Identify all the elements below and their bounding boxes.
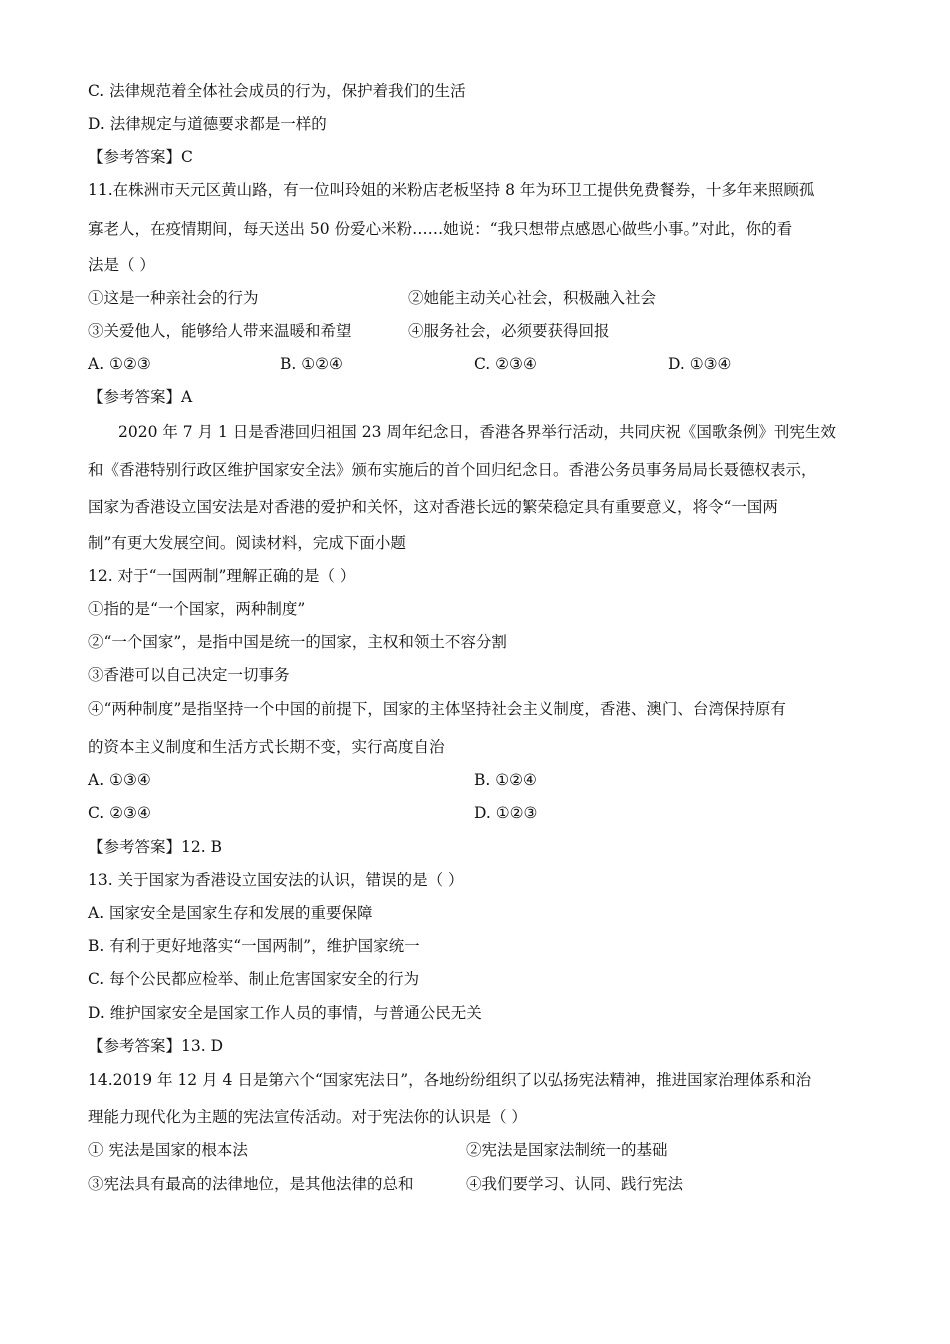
q11-stem-line-2: 寡老人，在疫情期间，每天送出 50 份爱心米粉……她说：“我只想带点感恩心做些小事。”对此，你的看 [88, 220, 793, 238]
q12-choice-b: B. ①②④ [474, 771, 537, 789]
q14-statement-2: ②宪法是国家法制统一的基础 [466, 1141, 668, 1159]
q13-stem: 13. 关于国家为香港设立国安法的认识，错误的是（ ） [88, 871, 464, 889]
q10-option-c: C. 法律规范着全体社会成员的行为，保护着我们的生活 [88, 82, 466, 100]
q11-choice-a: A. ①②③ [88, 355, 151, 373]
q13-option-d: D. 维护国家安全是国家工作人员的事情，与普通公民无关 [88, 1004, 482, 1022]
q12-statement-1: ①指的是“一个国家，两种制度” [88, 600, 306, 618]
q14-stem-line-1: 14.2019 年 12 月 4 日是第六个“国家宪法日”，各地纷纷组织了以弘扬宪法精神，推进国家治理体系和治 [88, 1071, 812, 1089]
q13-option-a: A. 国家安全是国家生存和发展的重要保障 [88, 904, 373, 922]
q11-choice-b: B. ①②④ [280, 355, 343, 373]
q11-choice-d: D. ①③④ [668, 355, 732, 373]
material-line-4: 制”有更大发展空间。阅读材料，完成下面小题 [88, 534, 406, 552]
q11-answer: 【参考答案】A [88, 388, 193, 406]
q12-statement-3: ③香港可以自己决定一切事务 [88, 666, 290, 684]
q11-statement-2: ②她能主动关心社会，积极融入社会 [408, 289, 657, 307]
q14-statement-3: ③宪法具有最高的法律地位，是其他法律的总和 [88, 1175, 414, 1193]
q12-choice-c: C. ②③④ [88, 804, 151, 822]
q11-statement-4: ④服务社会，必须要获得回报 [408, 322, 610, 340]
q11-statement-1: ①这是一种亲社会的行为 [88, 289, 259, 307]
material-line-1: 2020 年 7 月 1 日是香港回归祖国 23 周年纪念日，香港各界举行活动，共同庆祝《国歌条例》刊宪生效 [118, 423, 836, 441]
q13-option-c: C. 每个公民都应检举、制止危害国家安全的行为 [88, 970, 420, 988]
q11-stem-line-3: 法是（ ） [88, 256, 155, 274]
q13-option-b: B. 有利于更好地落实“一国两制”，维护国家统一 [88, 937, 420, 955]
q14-statement-4: ④我们要学习、认同、践行宪法 [466, 1175, 684, 1193]
q10-option-d: D. 法律规定与道德要求都是一样的 [88, 115, 327, 133]
q12-statement-4-line-2: 的资本主义制度和生活方式长期不变，实行高度自治 [88, 738, 445, 756]
q14-statement-1: ① 宪法是国家的根本法 [88, 1141, 248, 1159]
material-line-2: 和《香港特别行政区维护国家安全法》颁布实施后的首个回归纪念日。香港公务员事务局局长聂德权表示， [88, 461, 817, 479]
q10-answer: 【参考答案】C [88, 148, 193, 166]
q12-statement-2: ②“一个国家”，是指中国是统一的国家，主权和领土不容分割 [88, 633, 507, 651]
q13-answer: 【参考答案】13. D [88, 1037, 224, 1055]
material-line-3: 国家为香港设立国安法是对香港的爱护和关怀，这对香港长远的繁荣稳定具有重要意义，将令“一国两 [88, 498, 778, 516]
q11-statement-3: ③关爱他人，能够给人带来温暖和希望 [88, 322, 352, 340]
q12-statement-4-line-1: ④“两种制度”是指坚持一个中国的前提下，国家的主体坚持社会主义制度，香港、澳门、台湾保持原有 [88, 700, 786, 718]
q14-stem-line-2: 理能力现代化为主题的宪法宣传活动。对于宪法你的认识是（ ） [88, 1108, 527, 1126]
q11-choice-c: C. ②③④ [474, 355, 537, 373]
q12-choice-a: A. ①③④ [88, 771, 151, 789]
q11-stem-line-1: 11.在株洲市天元区黄山路，有一位叫玲姐的米粉店老板坚持 8 年为环卫工提供免费餐券，十多年来照顾孤 [88, 181, 815, 199]
q12-answer: 【参考答案】12. B [88, 838, 222, 856]
q12-stem: 12. 对于“一国两制”理解正确的是（ ） [88, 567, 356, 585]
q12-choice-d: D. ①②③ [474, 804, 538, 822]
